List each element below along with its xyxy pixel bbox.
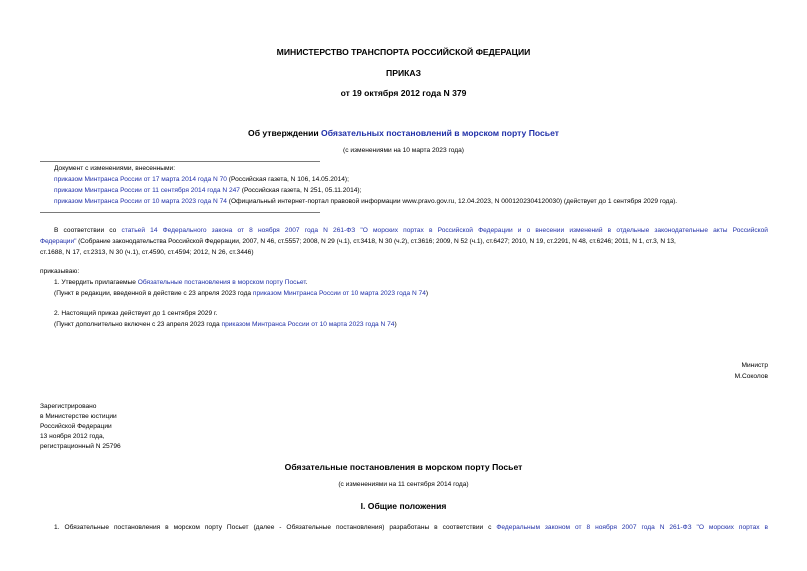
change-item-rest: (Российская газета, N 251, 05.11.2014); bbox=[239, 187, 362, 194]
order-item-2-note-start: (Пункт дополнительно включен с 23 апреля 2023 года bbox=[54, 321, 222, 328]
preamble-line-2-rest: (Собрание законодательства Российской Федерации, 2007, N 46, ст.5557; 2008, N 29 (ч.1), ст.3418, N 30 (ч.2), ст.3616; 2009, N 52 (ч.1), ст.6427; 2010, N 19, ст.2291, N 48, ст.6246; 2011, N 1, ст.3, N 13, bbox=[76, 238, 676, 245]
registration-line: регистрационный N 25796 bbox=[40, 443, 121, 450]
signature-name: М.Соколов bbox=[734, 373, 768, 380]
registration-line: Зарегистрировано bbox=[40, 403, 97, 410]
change-item-link[interactable]: приказом Минтранса России от 11 сентября 2014 года N 247 bbox=[54, 187, 240, 194]
order-item-1-start: 1. Утвердить прилагаемые bbox=[54, 279, 138, 286]
ministry-heading: МИНИСТЕРСТВО ТРАНСПОРТА РОССИЙСКОЙ ФЕДЕРАЦИИ bbox=[276, 47, 531, 57]
signature-position: Министр bbox=[741, 362, 768, 369]
annex-paragraph-1 bbox=[54, 523, 768, 534]
preamble-line-2 bbox=[40, 237, 768, 248]
change-item bbox=[54, 186, 361, 197]
annex-paragraph-1-link[interactable]: Федеральным законом от 8 ноября 2007 года N 261-ФЗ "О морских портах в bbox=[496, 524, 769, 531]
title-prefix: Об утверждении bbox=[248, 128, 322, 138]
document-title bbox=[0, 128, 807, 138]
order-item-1-note-start: (Пункт в редакции, введенной в действие с 23 апреля 2023 года bbox=[54, 290, 253, 297]
order-item-1-note-end: ) bbox=[425, 290, 429, 297]
registration-line: в Министерстве юстиции bbox=[40, 413, 117, 420]
date-number-heading: от 19 октября 2012 года N 379 bbox=[340, 88, 467, 98]
title-link[interactable]: Обязательных постановлений в морском порту Посьет bbox=[321, 128, 559, 138]
preamble-law-link[interactable]: статьей 14 Федерального закона от 8 ноября 2007 года N 261-ФЗ "О морских портах в Российской Федерации и о внесении изменений в отдельные законодательные акты Российской bbox=[121, 227, 768, 234]
registration-line: Российской Федерации bbox=[40, 423, 112, 430]
change-item bbox=[54, 197, 677, 208]
preamble-line-3: ст.1688, N 17, ст.2313, N 30 (ч.1), ст.4590, ст.4594; 2012, N 26, ст.3446) bbox=[40, 249, 254, 256]
annex-section-heading: I. Общие положения bbox=[360, 501, 447, 511]
preamble-start: В соответствии со bbox=[54, 227, 122, 234]
annex-title: Обязательные постановления в морском порту Посьет bbox=[284, 462, 523, 472]
order-item-2: 2. Настоящий приказ действует до 1 сентября 2029 г. bbox=[54, 310, 218, 317]
changes-bottom-rule bbox=[40, 212, 320, 213]
annex-amendments: (с изменениями на 11 сентября 2014 года) bbox=[338, 481, 469, 488]
order-item-1-end: . bbox=[305, 279, 308, 286]
change-item-rest: (Российская газета, N 106, 14.05.2014); bbox=[226, 176, 349, 183]
order-item-2-note-end: ) bbox=[394, 321, 397, 328]
change-item-rest: (Официальный интернет-портал правовой информации www.pravo.gov.ru, 12.04.2023, N 0001202304120030) (действует до 1 сентября 2029 года). bbox=[226, 198, 678, 205]
order-item-1-note bbox=[54, 289, 428, 300]
orders-word: приказываю: bbox=[40, 268, 80, 275]
title-amendments: (с изменениями на 10 марта 2023 года) bbox=[343, 147, 464, 154]
order-item-1-note-link[interactable]: приказом Минтранса России от 10 марта 2023 года N 74 bbox=[252, 290, 426, 297]
change-item-link[interactable]: приказом Минтранса России от 10 марта 2023 года N 74 bbox=[54, 198, 227, 205]
doc-type-heading: ПРИКАЗ bbox=[386, 68, 421, 78]
change-item bbox=[54, 175, 349, 186]
order-item-2-note-link[interactable]: приказом Минтранса России от 10 марта 2023 года N 74 bbox=[221, 321, 395, 328]
order-item-1-link[interactable]: Обязательные постановления в морском порту Посьет bbox=[137, 279, 306, 286]
preamble-line-1 bbox=[54, 226, 768, 237]
change-item-link[interactable]: приказом Минтранса России от 17 марта 2014 года N 70 bbox=[54, 176, 227, 183]
order-item-2-note bbox=[54, 320, 397, 331]
annex-paragraph-1-start: 1. Обязательные постановления в морском порту Посьет (далее - Обязательные постановления) разработаны в соответствии с bbox=[54, 524, 497, 531]
changes-intro: Документ с изменениями, внесенными: bbox=[54, 165, 176, 172]
preamble-law-link-cont[interactable]: Федерации" bbox=[40, 238, 77, 245]
registration-line: 13 ноября 2012 года, bbox=[40, 433, 105, 440]
order-item-1 bbox=[54, 278, 307, 289]
changes-top-rule bbox=[40, 161, 320, 162]
